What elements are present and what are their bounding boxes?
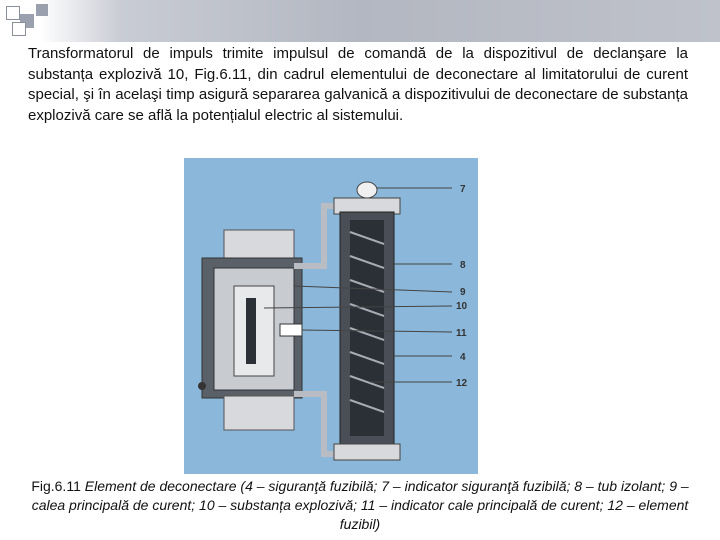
label-4: 4 (460, 352, 466, 363)
fuse-indicator (357, 182, 377, 198)
figure-6-11 (184, 158, 478, 474)
bottom-clamp (224, 396, 294, 430)
fuse-core (350, 220, 384, 436)
decoration-square (36, 4, 48, 16)
fuse-bottom-cap (334, 444, 400, 460)
decoration-square (6, 6, 20, 20)
figure-caption (28, 477, 692, 534)
title-decoration-bar (0, 0, 720, 42)
caption-text: Element de deconectare (4 – siguranţă fuzibilă; 7 – indicator siguranţă fuzibilă; 8 – tub izolant; 9 – calea principală de curent; 10 – substanța explozivă; 11 – indicator cale principală de curent; 12 – element fuzibil) (31, 478, 689, 532)
label-9: 9 (460, 287, 466, 298)
terminal-screw (198, 382, 206, 390)
label-11: 11 (456, 328, 467, 339)
label-8: 8 (460, 260, 466, 271)
decoration-square (12, 22, 26, 36)
current-path-indicator (280, 324, 302, 336)
label-12: 12 (456, 378, 468, 389)
label-7: 7 (460, 184, 466, 195)
caption-figure-number: Fig.6.11 (31, 478, 81, 494)
body-paragraph: Transformatorul de impuls trimite impulsul de comandă de la dispozitivul de declanşare la substanța explozivă 10, Fig.6.11, din cadrul elementului de deconectare al limitatorului de curent special, şi în acelaşi timp asigură separarea galvanică a dispozitivului de deconectare de substanța explozivă care se află la potențialul electric al sistemului. (28, 45, 688, 124)
top-clamp (224, 230, 294, 260)
explosive-charge (246, 298, 256, 364)
disconnect-element-diagram (184, 158, 478, 474)
label-10: 10 (456, 301, 468, 312)
